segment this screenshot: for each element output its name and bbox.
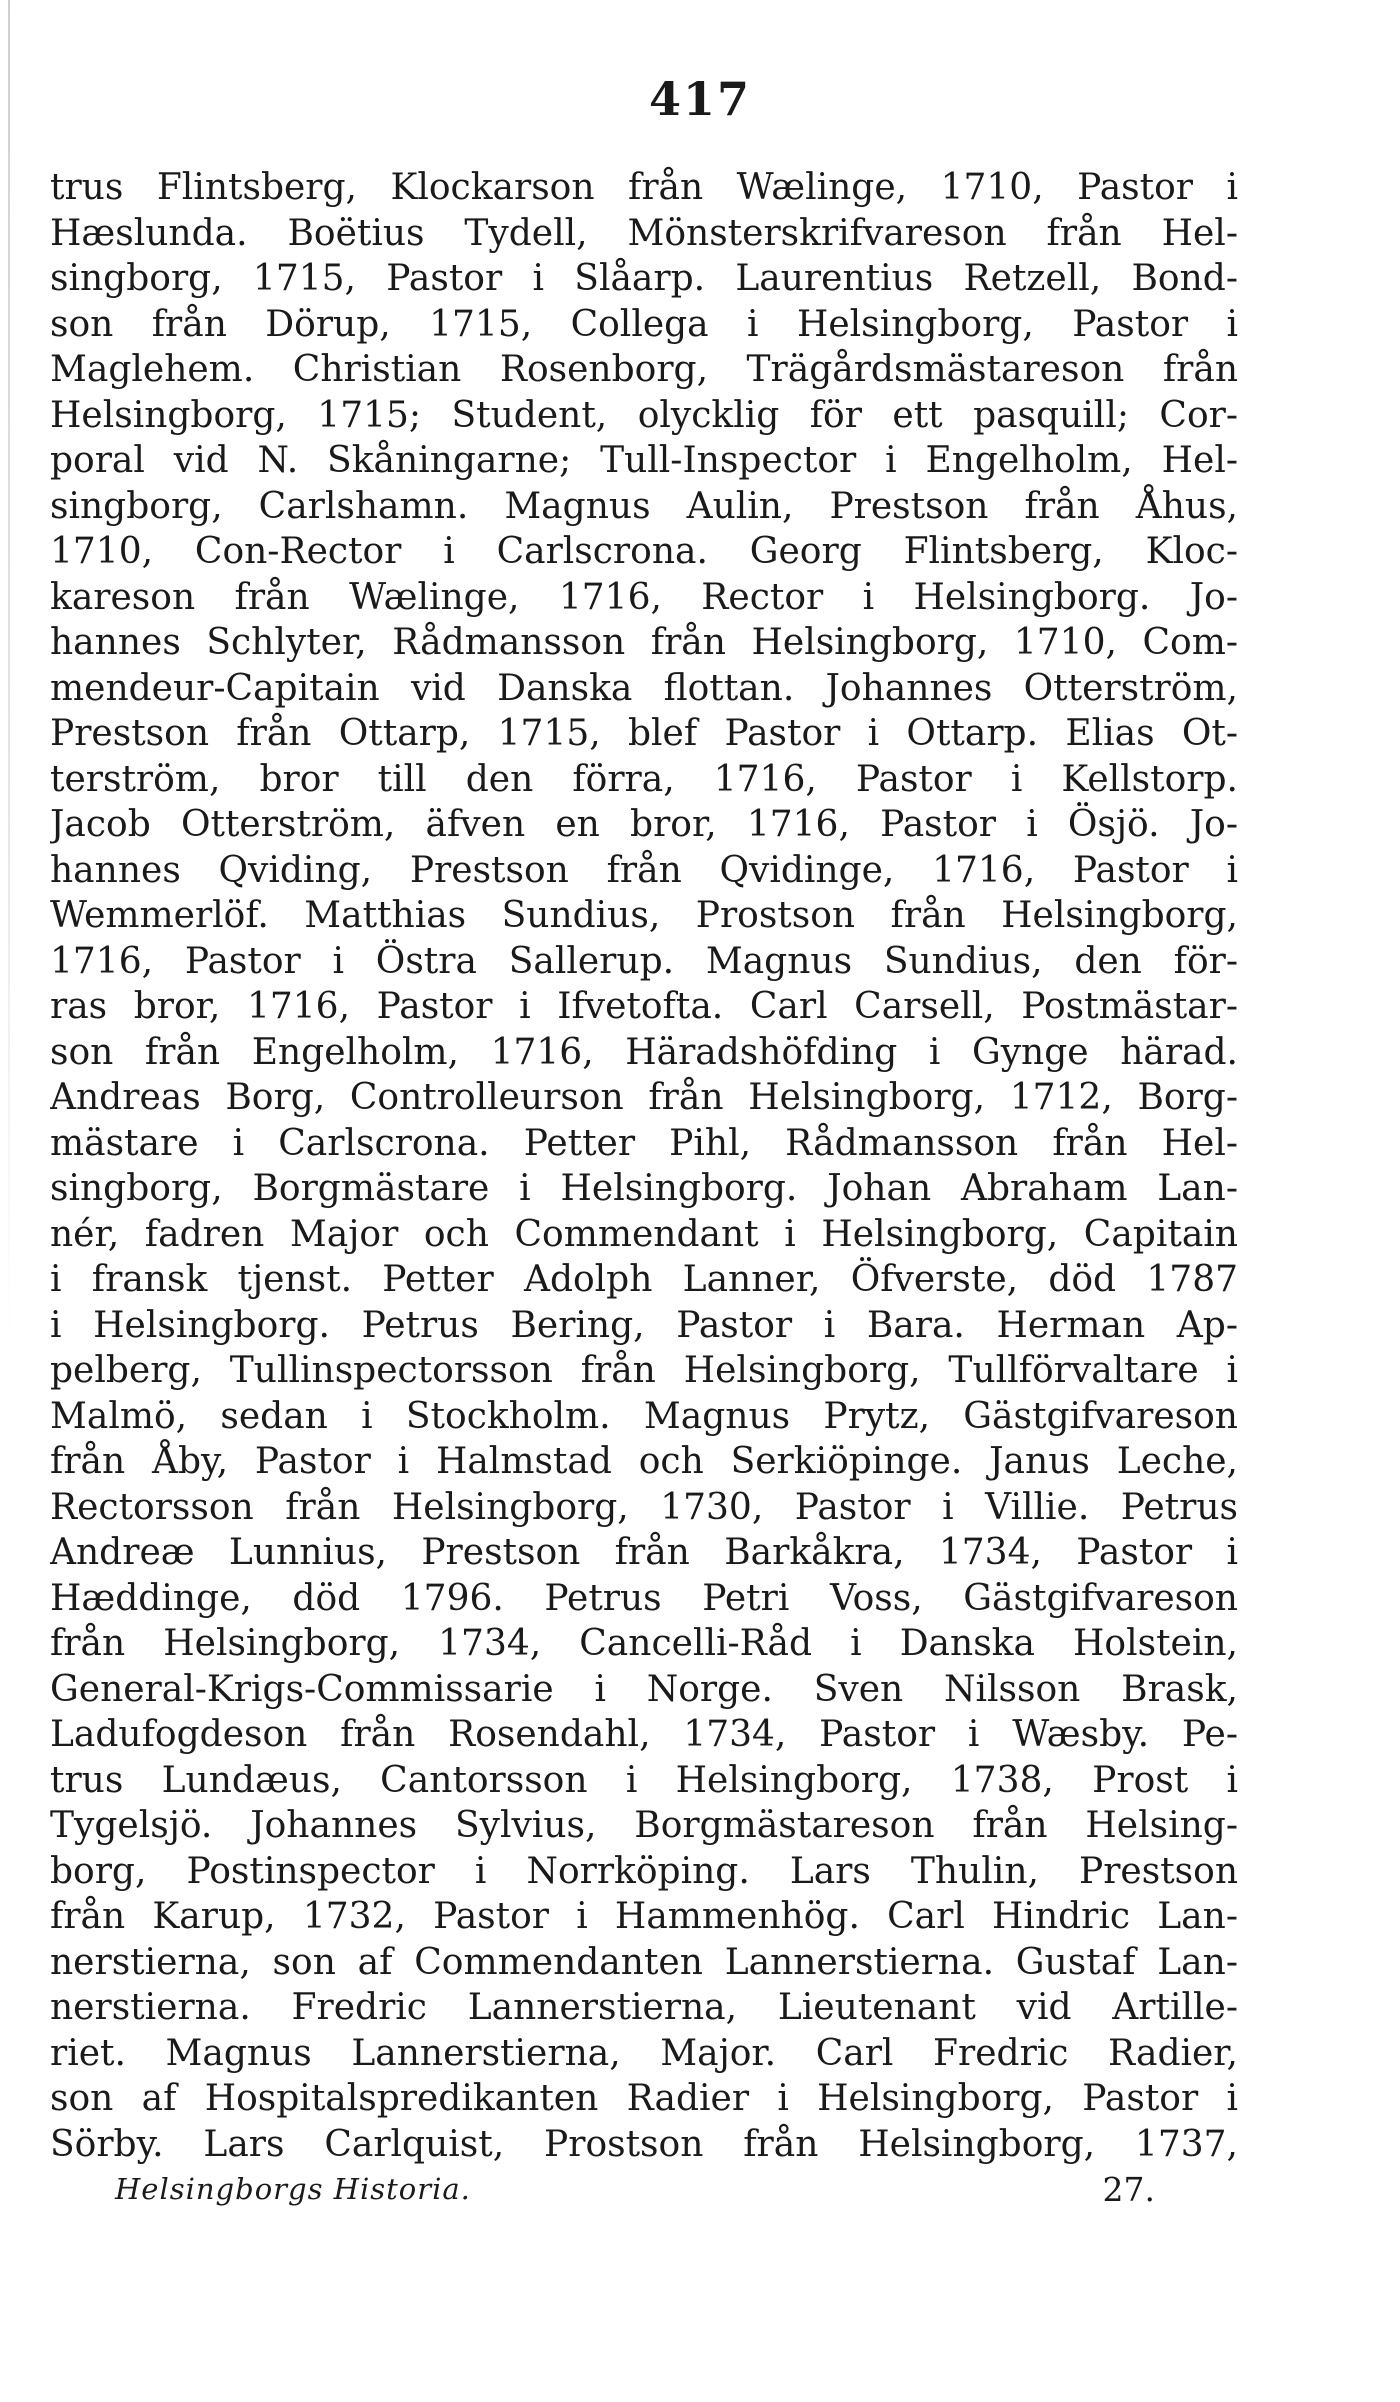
text-line: 1716, Pastor i Östra Sallerup. Magnus Sundius, den för- <box>50 940 1238 982</box>
footer-signature-mark: 27. <box>1102 2170 1155 2209</box>
page-number: 417 <box>648 72 752 126</box>
text-line: mästare i Carlscrona. Petter Pihl, Rådmansson från Hel- <box>50 1122 1238 1164</box>
body-text <box>50 165 1238 2167</box>
text-line: nerstierna. Fredric Lannerstierna, Lieutenant vid Artille- <box>50 1987 1238 2028</box>
text-line: singborg, Carlshamn. Magnus Aulin, Prestson från Åhus, <box>50 485 1238 527</box>
text-line: terström, bror till den förra, 1716, Pastor i Kellstorp. <box>50 758 1238 800</box>
text-line: Hæslunda. Boëtius Tydell, Mönsterskrifvareson från Hel- <box>50 212 1238 254</box>
text-line: från Helsingborg, 1734, Cancelli-Råd i Danska Holstein, <box>50 1623 1238 1664</box>
text-line: kareson från Wælinge, 1716, Rector i Helsingborg. Jo- <box>50 576 1238 618</box>
binding-edge <box>8 0 10 1340</box>
text-line: Jacob Otterström, äfven en bror, 1716, Pastor i Ösjö. Jo- <box>50 804 1238 845</box>
text-line: från Åby, Pastor i Halmstad och Serkiöpinge. Janus Leche, <box>50 1441 1238 1482</box>
text-line: Maglehem. Christian Rosenborg, Trägårdsmästareson från <box>50 349 1238 390</box>
text-line: Hæddinge, död 1796. Petrus Petri Voss, Gästgifvareson <box>50 1577 1238 1619</box>
text-line: 1710, Con-Rector i Carlscrona. Georg Flintsberg, Kloc- <box>50 531 1238 572</box>
text-line: Rectorsson från Helsingborg, 1730, Pastor i Villie. Petrus <box>50 1486 1238 1528</box>
text-line: riet. Magnus Lannerstierna, Major. Carl Fredric Radier, <box>50 2032 1238 2074</box>
text-line: singborg, 1715, Pastor i Slåarp. Laurentius Retzell, Bond- <box>50 258 1238 299</box>
text-line: borg, Postinspector i Norrköping. Lars Thulin, Prestson <box>50 1850 1238 1892</box>
text-line: i Helsingborg. Petrus Bering, Pastor i Bara. Herman Ap- <box>50 1304 1238 1346</box>
footer-book-title: Helsingborgs Historia. <box>115 2172 471 2206</box>
text-line: pelberg, Tullinspectorsson från Helsingborg, Tullförvaltare i <box>50 1350 1238 1391</box>
text-line: Ladufogdeson från Rosendahl, 1734, Pastor i Wæsby. Pe- <box>50 1714 1238 1755</box>
text-line: trus Flintsberg, Klockarson från Wælinge, 1710, Pastor i <box>50 167 1238 208</box>
text-line: son från Engelholm, 1716, Häradshöfding i Gynge härad. <box>50 1031 1238 1073</box>
text-line: ras bror, 1716, Pastor i Ifvetofta. Carl Carsell, Postmästar- <box>50 986 1238 1027</box>
text-line: mendeur-Capitain vid Danska flottan. Johannes Otterström, <box>50 667 1238 709</box>
text-line: hannes Schlyter, Rådmansson från Helsingborg, 1710, Com- <box>50 622 1238 663</box>
text-line: hannes Qviding, Prestson från Qvidinge, 1716, Pastor i <box>50 849 1238 891</box>
text-line: Sörby. Lars Carlquist, Prostson från Helsingborg, 1737, <box>50 2123 1238 2165</box>
text-line: singborg, Borgmästare i Helsingborg. Johan Abraham Lan- <box>50 1168 1238 1209</box>
text-line: Andreæ Lunnius, Prestson från Barkåkra, 1734, Pastor i <box>50 1532 1238 1573</box>
text-line: nér, fadren Major och Commendant i Helsingborg, Capitain <box>50 1213 1238 1255</box>
text-line: Malmö, sedan i Stockholm. Magnus Prytz, Gästgifvareson <box>50 1395 1238 1437</box>
text-line: från Karup, 1732, Pastor i Hammenhög. Carl Hindric Lan- <box>50 1896 1238 1937</box>
text-line: trus Lundæus, Cantorsson i Helsingborg, 1738, Prost i <box>50 1759 1238 1801</box>
text-line: nerstierna, son af Commendanten Lannerstierna. Gustaf Lan- <box>50 1941 1238 1983</box>
text-line: son från Dörup, 1715, Collega i Helsingborg, Pastor i <box>50 303 1238 345</box>
text-line: Prestson från Ottarp, 1715, blef Pastor i Ottarp. Elias Ot- <box>50 713 1238 754</box>
text-line: Helsingborg, 1715; Student, olycklig för ett pasquill; Cor- <box>50 394 1238 436</box>
page-footer <box>115 2172 1155 2212</box>
text-line: poral vid N. Skåningarne; Tull-Inspector i Engelholm, Hel- <box>50 440 1238 481</box>
text-line: Tygelsjö. Johannes Sylvius, Borgmästareson från Helsing- <box>50 1805 1238 1846</box>
text-line: son af Hospitalspredikanten Radier i Helsingborg, Pastor i <box>50 2078 1238 2119</box>
text-line: Andreas Borg, Controlleurson från Helsingborg, 1712, Borg- <box>50 1077 1238 1118</box>
text-line: Wemmerlöf. Matthias Sundius, Prostson från Helsingborg, <box>50 895 1238 936</box>
text-line: General-Krigs-Commissarie i Norge. Sven Nilsson Brask, <box>50 1668 1238 1710</box>
text-line: i fransk tjenst. Petter Adolph Lanner, Öfverste, död 1787 <box>50 1259 1238 1300</box>
